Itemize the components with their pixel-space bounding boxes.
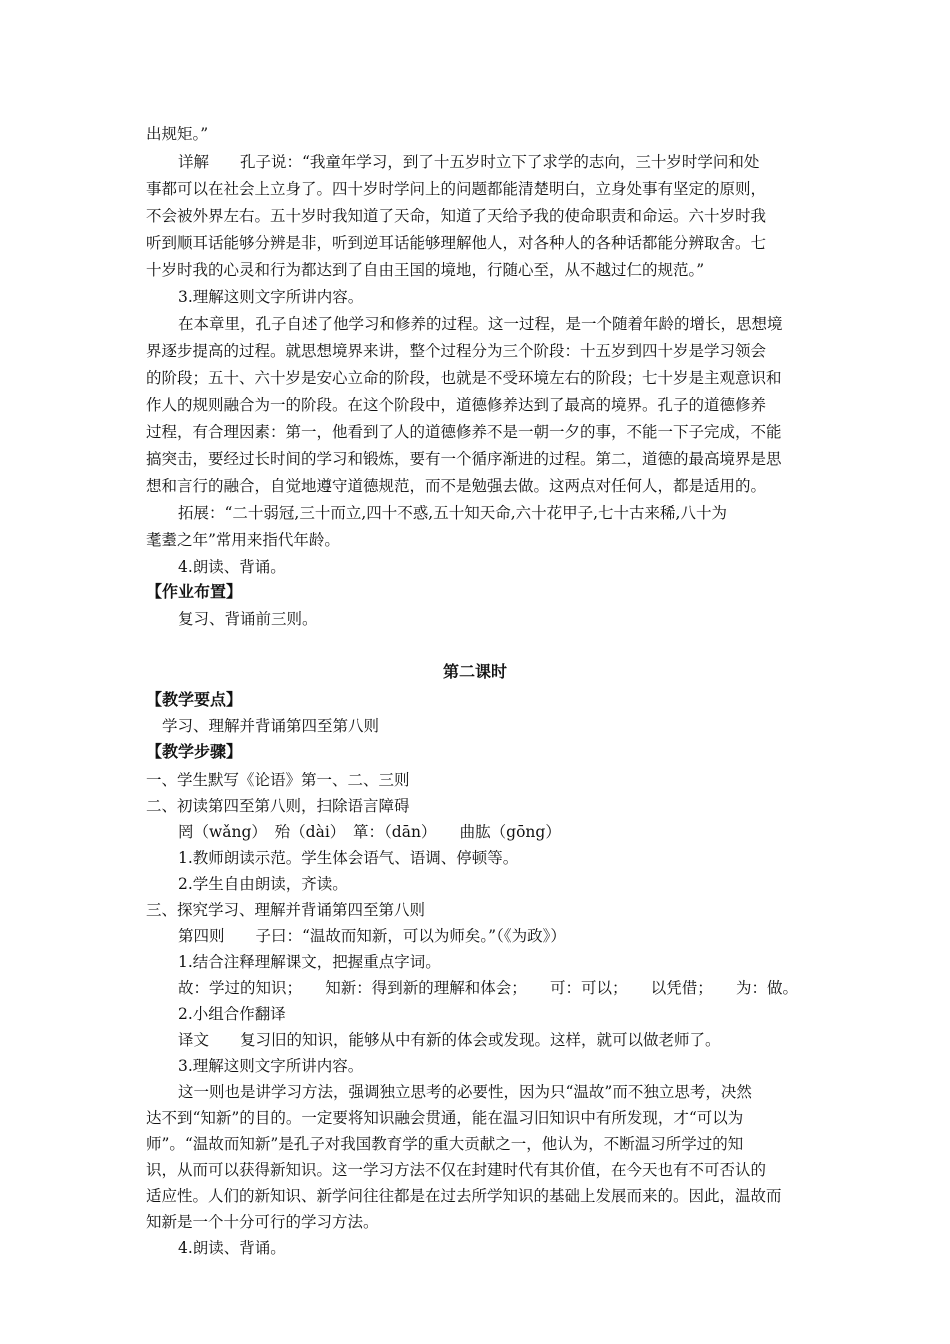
text-line: 不会被外界左右。五十岁时我知道了天命，知道了天给予我的使命职责和命运。六十岁时我	[146, 207, 767, 225]
text-line: 3.理解这则文字所讲内容。	[178, 288, 364, 306]
text-line: 2.学生自由朗读，齐读。	[178, 875, 348, 893]
text-line: 界逐步提高的过程。就思想境界来讲，整个过程分为三个阶段：十五岁到四十岁是学习领会	[146, 342, 767, 360]
text-line: 知新是一个十分可行的学习方法。	[146, 1213, 379, 1231]
text-line: 3.理解这则文字所讲内容。	[178, 1057, 364, 1075]
text-line: 适应性。人们的新知识、新学问往往都是在过去所学知识的基础上发展而来的。因此，温故而	[146, 1187, 782, 1205]
text-line: 4.朗读、背诵。	[178, 558, 286, 576]
text-line: 师”。“温故而知新”是孔子对我国教育学的重大贡献之一，他认为，不断温习所学过的知	[146, 1135, 744, 1153]
text-line: 耄耋之年”常用来指代年龄。	[146, 531, 340, 549]
text-line: 想和言行的融合，自觉地遵守道德规范，而不是勉强去做。这两点对任何人，都是适用的。	[146, 477, 767, 495]
text-line: 事都可以在社会上立身了。四十岁时学问上的问题都能清楚明白，立身处事有坚定的原则，	[146, 180, 767, 198]
text-line: 出规矩。”	[146, 125, 209, 143]
text-line: 罔（wǎng） 殆（dài） 箪：（dān） 曲肱（gōng）	[178, 823, 561, 841]
section-heading: 【教学要点】	[146, 690, 243, 709]
text-line: 二、初读第四至第八则，扫除语言障碍	[146, 797, 410, 815]
text-line: 三、探究学习、理解并背诵第四至第八则	[146, 901, 426, 919]
text-line: 十岁时我的心灵和行为都达到了自由王国的境地，行随心至，从不越过仁的规范。”	[146, 261, 705, 279]
text-line: 复习、背诵前三则。	[178, 610, 318, 628]
text-line: 过程，有合理因素：第一，他看到了人的道德修养不是一朝一夕的事，不能一下子完成，不能	[146, 423, 782, 441]
text-line: 故：学过的知识； 知新：得到新的理解和体会； 可：可以； 以凭借； 为：做。	[178, 979, 799, 997]
section-heading: 【教学步骤】	[146, 742, 243, 761]
text-line: 译文 复习旧的知识，能够从中有新的体会或发现。这样，就可以做老师了。	[178, 1031, 721, 1049]
text-line: 1.结合注释理解课文，把握重点字词。	[178, 953, 441, 971]
text-line: 第四则 子曰：“温故而知新，可以为师矣。”（《为政》）	[178, 927, 566, 945]
section-heading: 【作业布置】	[146, 582, 243, 601]
text-line: 1.教师朗读示范。学生体会语气、语调、停顿等。	[178, 849, 519, 867]
text-line: 的阶段；五十、六十岁是安心立命的阶段，也就是不受环境左右的阶段；七十岁是主观意识和	[146, 369, 782, 387]
text-line: 识，从而可以获得新知识。这一学习方法不仅在封建时代有其价值，在今天也有不可否认的	[146, 1161, 767, 1179]
text-line: 这一则也是讲学习方法，强调独立思考的必要性，因为只“温故”而不独立思考，决然	[178, 1083, 752, 1101]
text-line: 达不到“知新”的目的。一定要将知识融会贯通，能在温习旧知识中有所发现，才“可以为	[146, 1109, 744, 1127]
text-line: 一、学生默写《论语》第一、二、三则	[146, 771, 410, 789]
text-line: 搞突击，要经过长时间的学习和锻炼，要有一个循序渐进的过程。第二，道德的最高境界是思	[146, 450, 782, 468]
lesson-title: 第二课时	[442, 662, 507, 681]
text-line: 2.小组合作翻译	[178, 1005, 286, 1023]
text-line: 4.朗读、背诵。	[178, 1239, 286, 1257]
text-line: 详解 孔子说：“我童年学习，到了十五岁时立下了求学的志向，三十岁时学问和处	[178, 153, 760, 171]
text-line: 在本章里，孔子自述了他学习和修养的过程。这一过程，是一个随着年龄的增长，思想境	[178, 315, 783, 333]
text-line: 学习、理解并背诵第四至第八则	[162, 717, 380, 735]
text-line: 作人的规则融合为一的阶段。在这个阶段中，道德修养达到了最高的境界。孔子的道德修养	[146, 396, 767, 414]
text-line: 听到顺耳话能够分辨是非，听到逆耳话能够理解他人，对各种人的各种话都能分辨取舍。七	[146, 234, 767, 252]
text-line: 拓展：“二十弱冠,三十而立,四十不惑,五十知天命,六十花甲子,七十古来稀,八十为	[178, 504, 727, 522]
